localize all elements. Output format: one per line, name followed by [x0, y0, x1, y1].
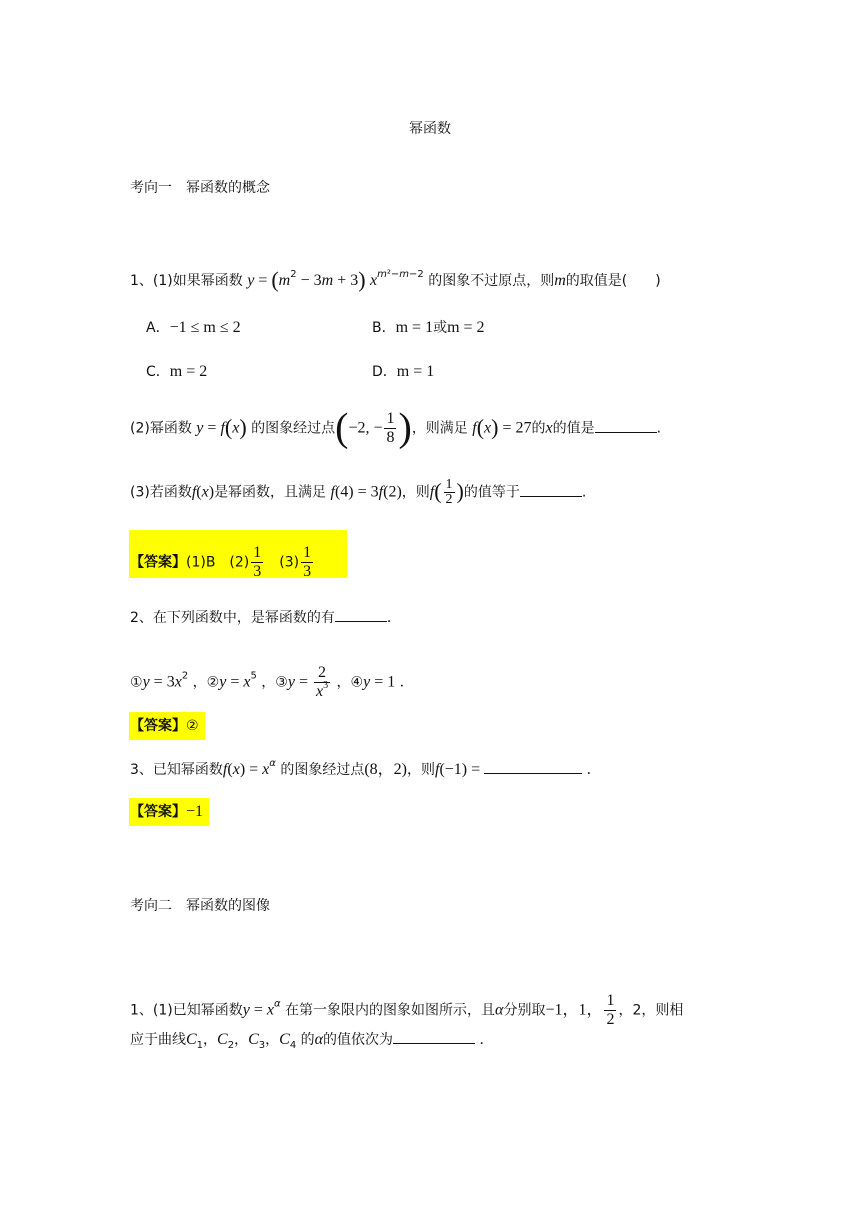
- option-b: B．m = 1或m = 2: [372, 319, 485, 336]
- question-4-line-2: 应于曲线$C_1$，$C_2$，$C_3$，$C_4$ 的α的值依次为 ．: [130, 1031, 494, 1051]
- answer-2: 【答案】②: [130, 718, 199, 734]
- question-4-line-1: 1、(1)已知幂函数$y = x^\alpha$ 在第一象限内的图象如图所示，且α分别取−1，1， $\frac{1}{2}$ ，2，则相: [130, 992, 684, 1028]
- option-d: D．m = 1: [372, 363, 435, 380]
- answer-3: 【答案】−1: [130, 803, 204, 820]
- page-title: 幂函数: [409, 121, 451, 137]
- option-a: A．−1 ≤ m ≤ 2: [146, 319, 241, 336]
- answer-1: 【答案】(1)B (2) $\frac{1}{3}$ (3) $\frac{1}{3}$: [130, 544, 312, 580]
- section-heading-2: 考向二 幂函数的图像: [130, 898, 270, 914]
- question-2-items: ①y = $3x^2$ ，②y = $x^5$ ，③y = $\frac{2}{x^3}$ ，④y = 1 ．: [130, 664, 414, 700]
- question-1-part-3: (3)若函数f(x)是幂函数，且满足 f(4) = 3f(2)，则f( $\frac{1}{2}$ )的值等于 .: [130, 477, 587, 507]
- section-heading-1: 考向一 幂函数的概念: [130, 180, 270, 196]
- question-2: 2、在下列函数中，是幂函数的有 ．: [130, 610, 401, 626]
- question-1-part-2: (2)幂函数 y = f(x) 的图象经过点(−2, − $\frac{1}{8}$ )，则满足 f(x) = 27的x的值是 .: [130, 404, 662, 450]
- question-3: 3、已知幂函数$f(x) = x^\alpha$ 的图象经过点(8，2)，则f(−1) = ．: [130, 758, 601, 778]
- question-1-part-1: 1、(1)如果幂函数 $y = (m^2 - 3m + 3)$ $x^{m^2-m-2}$ 的图象不过原点，则m的取值是( ): [130, 267, 661, 292]
- option-c: C．m = 2: [146, 363, 208, 380]
